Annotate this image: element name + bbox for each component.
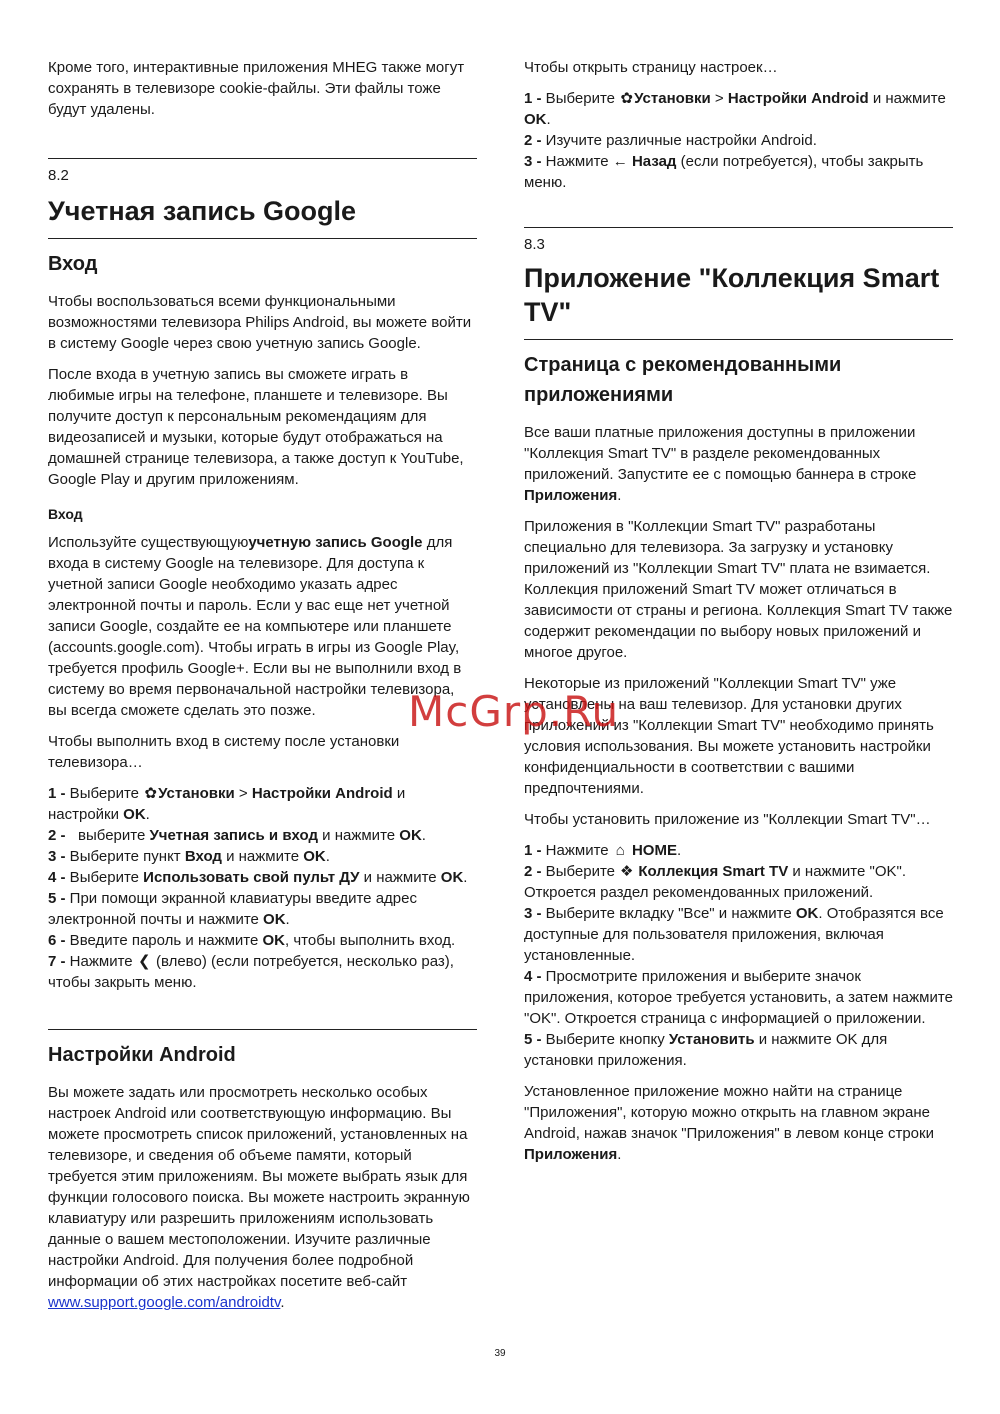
android-paragraph: Вы можете задать или просмотреть несколько особых настроек Android или соответствующую информацию. Вы можете просмотреть список приложений, установленных на телевизоре, и сведения об объеме памяти, который требуется этим приложениям. Вы можете выбрать язык для функции голосового поиска. Вы можете настроить экранную клавиатуру или разрешить приложениям использовать данные о вашем местоположении. Изучите различные настройки Android. Для получения более подробной информации об этих настройках посетите веб-сайт www.support.google.com/androidtv. [48, 1084, 470, 1311]
login-heading: Вход [48, 253, 98, 275]
list-item: 1 - Выберите ✿Установки > Настройки Android и нажмите OK. [524, 90, 946, 128]
list-item: 2 - Изучите различные настройки Android. [524, 132, 817, 149]
recommended-paragraph-4: Чтобы установить приложение из "Коллекции Smart TV"… [524, 811, 931, 828]
list-item: 5 - Выберите кнопку Установить и нажмите OK для установки приложения. [524, 1031, 888, 1069]
page-number: 39 [494, 1348, 506, 1359]
list-item: 3 - Нажмите ← Назад (если потребуется), чтобы закрыть меню. [524, 153, 924, 191]
back-arrow-icon: ← [612, 153, 628, 170]
apps-collection-icon: ❖ [619, 863, 634, 880]
section-number: 8.3 [524, 236, 545, 253]
list-item: 5 - При помощи экранной клавиатуры введите адрес электронной почты и нажмите OK. [48, 890, 417, 928]
login-subheading: Вход [48, 506, 83, 522]
list-item: 1 - Выберите ✿Установки > Настройки Android и настройки OK. [48, 785, 406, 823]
recommended-heading: Страница с рекомендованными приложениями [524, 354, 842, 406]
recommended-paragraph-5: Установленное приложение можно найти на странице "Приложения", которую можно открыть на главном экране Android, нажав значок "Приложения" в левом конце строки Приложения. [524, 1083, 934, 1163]
gear-icon: ✿ [620, 90, 633, 107]
list-item: 2 - Выберите ❖ Коллекция Smart TV и нажмите "OK". Откроется раздел рекомендованных приложений. [524, 863, 906, 901]
section-title: Приложение "Коллекция Smart TV" [524, 263, 940, 327]
list-item: 1 - Нажмите ⌂ HOME. [524, 842, 682, 859]
list-item: 4 - Выберите Использовать свой пульт ДУ и нажмите OK. [48, 869, 468, 886]
list-item: 3 - Выберите пункт Вход и нажмите OK. [48, 848, 330, 865]
list-item: 3 - Выберите вкладку "Все" и нажмите OK. Отобразятся все доступные для пользователя приложения, включая установленные. [524, 905, 944, 964]
login-steps [48, 783, 477, 993]
login-paragraph-1: Чтобы воспользоваться всеми функциональными возможностями телевизора Philips Android, вы можете войти в систему Google через свою учетную запись Google. [48, 293, 472, 352]
list-item: 4 - Просмотрите приложения и выберите значок приложения, которое требуется установить, а затем нажмите "OK". Откроется страница с информацией о приложении. [524, 968, 953, 1027]
recommended-paragraph-3: Некоторые из приложений "Коллекции Smart TV" уже установлены на ваш телевизор. Для установки других приложений из "Коллекции Smart TV" необходимо принять условия использования. Вы можете установить настройки конфиденциальности в соответствии с вашими предпочтениями. [524, 675, 934, 797]
list-item: 6 - Введите пароль и нажмите OK, чтобы выполнить вход. [48, 932, 456, 949]
section-title: Учетная запись Google [48, 196, 357, 226]
recommended-paragraph-2: Приложения в "Коллекции Smart TV" разработаны специально для телевизора. За загрузку и установку приложений из "Коллекции Smart TV" плата не взимается. Коллекция приложений Smart TV может отличаться в зависимости от страны и региона. Коллекция Smart TV также содержит рекомендации по выбору новых приложений и многое другое. [524, 518, 953, 661]
list-item: 2 - выберите Учетная запись и вход и нажмите OK. [48, 827, 426, 844]
open-settings-paragraph: Чтобы открыть страницу настроек… [524, 59, 778, 76]
settings-steps [524, 88, 953, 193]
android-heading: Настройки Android [48, 1044, 236, 1066]
right-column [524, 57, 953, 1175]
intro-paragraph: Кроме того, интерактивные приложения MHEG также могут сохранять в телевизоре cookie-файлы. Эти файлы тоже будут удалены. [48, 59, 465, 118]
section-number: 8.2 [48, 167, 69, 184]
home-icon: ⌂ [615, 842, 625, 859]
recommended-paragraph-1: Все ваши платные приложения доступны в приложении "Коллекция Smart TV" в разделе рекомендованных приложений. Запустите ее с помощью баннера в строке Приложения. [524, 424, 917, 504]
gear-icon: ✿ [144, 785, 157, 802]
login-paragraph-4: Чтобы выполнить вход в систему после установки телевизора… [48, 733, 400, 771]
login-paragraph-3: Используйте существующуюучетную запись Google для входа в систему Google на телевизоре. Для доступа к учетной записи Google необходимо указать адрес электронной почты и пароль. Если у вас еще нет учетной записи Google, создайте ее на компьютере или планшете (accounts.google.com). Чтобы играть в игры из Google Play, требуется профиль Google+. Если вы не выполнили вход в систему во время первоначальной настройки телевизора, вы всегда сможете сделать это позже. [48, 534, 462, 719]
login-paragraph-2: После входа в учетную запись вы сможете играть в любимые игры на телефоне, планшете и телевизоре. Вы получите доступ к персональным рекомендациям для видеозаписей и музыки, которые будут отображаться на домашней странице телевизора, а также доступ к YouTube, Google Play и другим приложениям. [48, 366, 464, 488]
support-link[interactable]: www.support.google.com/androidtv [48, 1294, 281, 1311]
list-item: 7 - Нажмите ❮ (влево) (если потребуется, несколько раз), чтобы закрыть меню. [48, 953, 454, 991]
chevron-left-icon: ❮ [138, 953, 151, 970]
watermark: McGrp.Ru [408, 687, 620, 736]
install-steps [524, 840, 953, 1071]
